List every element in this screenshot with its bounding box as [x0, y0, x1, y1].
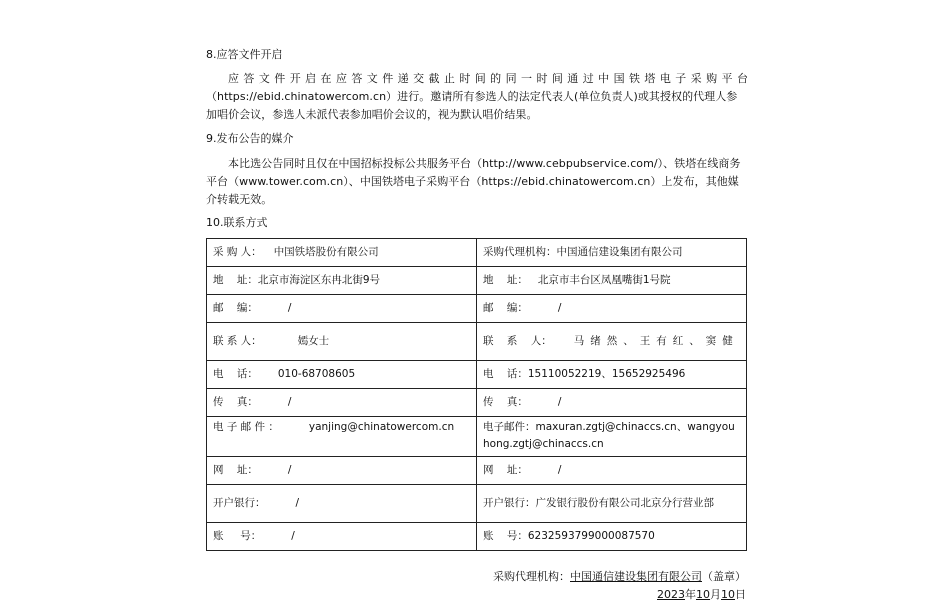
buyer-postcode-cell: 邮 编： / [207, 295, 477, 323]
agency-bank-cell: 开户银行：广发银行股份有限公司北京分行营业部 [477, 485, 747, 523]
section-10-title: 10.联系方式 [206, 216, 268, 229]
buyer-email-cell: 电 子 邮 件 ： yanjing@chinatowercom.cn [207, 417, 477, 457]
agency-email: maxuran.zgtj@chinaccs.cn、wangyouhong.zgtj@chinaccs.cn [483, 421, 735, 450]
table-row [207, 323, 747, 361]
table-row [207, 457, 747, 485]
section-9-paragraph [206, 155, 748, 209]
table-row [207, 295, 747, 323]
table-row [207, 485, 747, 523]
agency-phone: 15110052219、15652925496 [527, 368, 686, 380]
agency-phone-cell: 电 话：15110052219、15652925496 [477, 361, 747, 389]
section-8-paragraph [206, 70, 748, 124]
buyer-phone-cell: 电 话： 010-68708605 [207, 361, 477, 389]
agency-fax-cell: 传 真： / [477, 389, 747, 417]
buyer-contact-cell: 联 系 人： 嫣女士 [207, 323, 477, 361]
buyer-fax-cell: 传 真： / [207, 389, 477, 417]
agency-account-cell: 账 号：6232593799000087570 [477, 523, 747, 551]
buyer-web-cell: 网 址： / [207, 457, 477, 485]
section-8-rest: （https://ebid.chinatowercom.cn）进行。邀请所有参选人的法定代表人(单位负责人)或其授权的代理人参加唱价会议，参选人未派代表参加唱价会议的，视为默认唱价结果。 [206, 90, 738, 121]
agency-postcode-cell: 邮 编： / [477, 295, 747, 323]
table-row [207, 389, 747, 417]
agency-contact-cell: 联 系 人： 马绪然、王有红、窦健 [477, 323, 747, 361]
buyer-bank-cell: 开户银行： / [207, 485, 477, 523]
buyer-name: 中国铁塔股份有限公司 [273, 246, 379, 258]
signature-agency-name: 中国通信建设集团有限公司 [570, 570, 702, 583]
agency-cell: 采购代理机构：中国通信建设集团有限公司 [477, 239, 747, 267]
agency-address: 北京市丰台区凤凰嘴街1号院 [537, 274, 671, 286]
agency-contact: 马绪然、王有红、窦健 [573, 335, 739, 347]
section-9-text: 本比选公告同时且仅在中国招标投标公共服务平台（http://www.cebpubservice.com/）、铁塔在线商务平台（www.tower.com.cn）、中国铁塔电子采购平台（https://ebid.chinatowercom.cn）上发布，其他媒介转载无效。 [206, 157, 741, 206]
section-8-title: 8.应答文件开启 [206, 48, 283, 61]
table-row [207, 361, 747, 389]
table-row [207, 239, 747, 267]
agency-web-cell: 网 址： / [477, 457, 747, 485]
table-row [207, 417, 747, 457]
agency-bank: 广发银行股份有限公司北京分行营业部 [535, 497, 714, 509]
section-8-line-1: 应答文件开启在应答文件递交截止时间的同一时间通过中国铁塔电子采购平台 [228, 72, 748, 85]
table-row [207, 523, 747, 551]
buyer-email: yanjing@chinatowercom.cn [308, 421, 455, 433]
agency-address-cell: 地 址： 北京市丰台区凤凰嘴街1号院 [477, 267, 747, 295]
buyer-phone: 010-68708605 [277, 368, 356, 380]
buyer-cell: 采 购 人： 中国铁塔股份有限公司 [207, 239, 477, 267]
buyer-contact: 嫣女士 [297, 335, 330, 347]
buyer-account-cell: 账 号： / [207, 523, 477, 551]
signature-date: 2023年10月10日 [657, 588, 746, 601]
table-row [207, 267, 747, 295]
agency-account: 6232593799000087570 [527, 530, 655, 542]
signature-agency: 采购代理机构：中国通信建设集团有限公司（盖章） [493, 570, 746, 583]
buyer-address-cell: 地 址：北京市海淀区东冉北街9号 [207, 267, 477, 295]
contact-table [206, 238, 747, 551]
buyer-address: 北京市海淀区东冉北街9号 [257, 274, 381, 286]
agency-email-cell: 电子邮件：maxuran.zgtj@chinaccs.cn、wangyouhong.zgtj@chinaccs.cn [477, 417, 747, 457]
agency-name: 中国通信建设集团有限公司 [556, 246, 683, 258]
section-9-title: 9.发布公告的媒介 [206, 132, 294, 145]
